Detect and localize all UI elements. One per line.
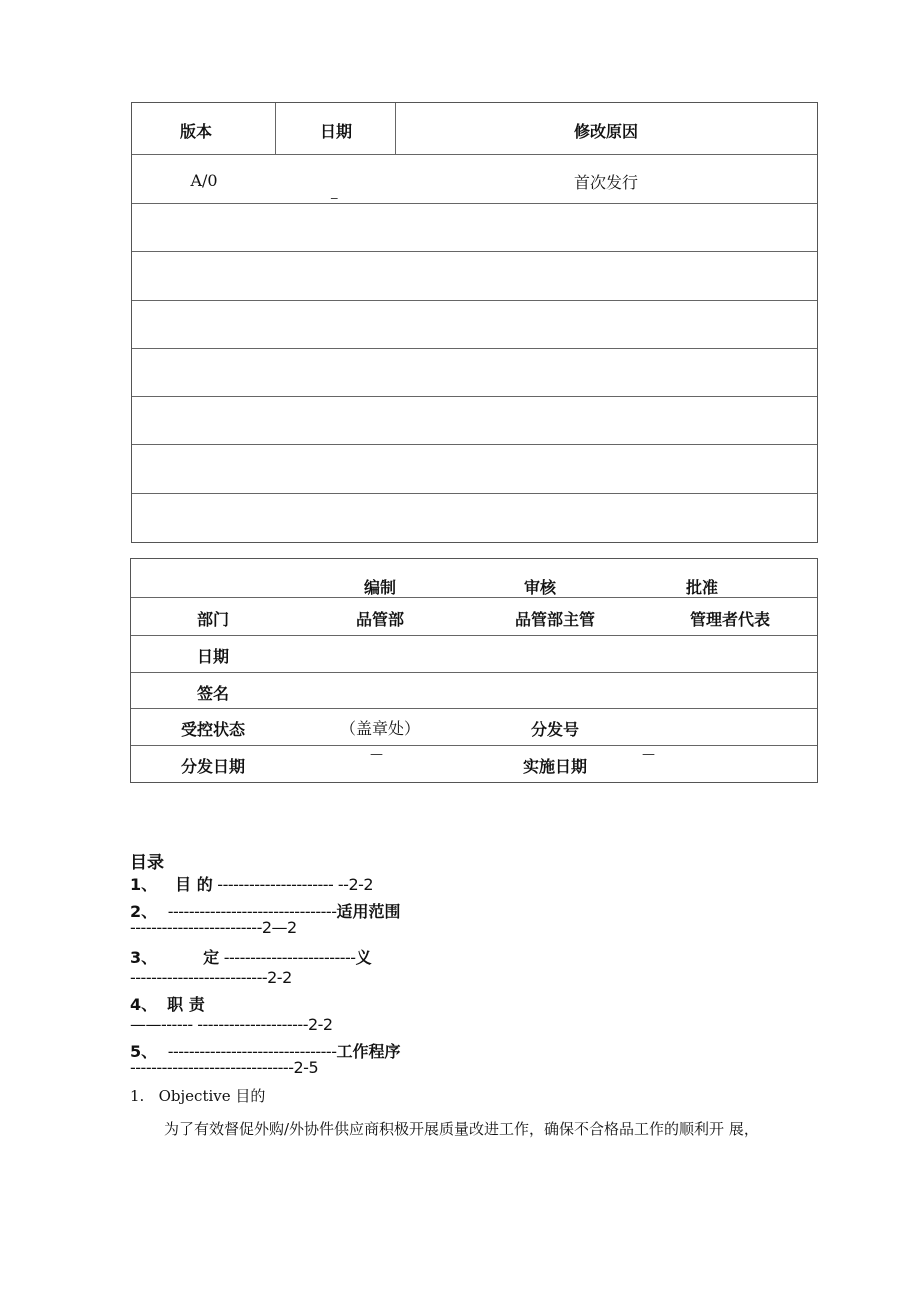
- row-divider: [132, 348, 817, 349]
- header-reason: 修改原因: [573, 122, 639, 141]
- toc-item-2-cont: [130, 918, 297, 937]
- toc-item-5-label: 工作程序: [336, 1042, 401, 1061]
- row-divider: [131, 635, 817, 636]
- toc-item-2-number: 2、: [130, 902, 158, 921]
- row-divider: [132, 203, 817, 204]
- dist-no-label: 分发号: [530, 720, 580, 739]
- row-divider: [131, 708, 817, 709]
- col-compile: 编制: [363, 578, 397, 597]
- control-label: 受控状态: [180, 720, 246, 739]
- row-divider: [131, 672, 817, 673]
- col-review: 审核: [523, 578, 557, 597]
- toc-item-5-cont-dashes: -------------------------------: [130, 1058, 294, 1077]
- row-divider: [131, 745, 817, 746]
- toc-item-3-label-a: 定: [203, 948, 220, 967]
- approval-table: [130, 558, 818, 783]
- col-divider: [395, 103, 396, 154]
- dept-label: 部门: [196, 610, 230, 629]
- toc-item-1-number: 1、: [130, 875, 158, 894]
- toc-item-4-cont-dashes: ——------ ---------------------: [130, 1015, 308, 1034]
- toc-item-5-dashes: --------------------------------: [163, 1042, 337, 1061]
- control-value: （盖章处）: [339, 719, 421, 738]
- row-divider: [132, 444, 817, 445]
- toc-item-2-dashes: --------------------------------: [163, 902, 337, 921]
- row-reason: 首次发行: [573, 173, 639, 192]
- row-version: A/0: [190, 171, 218, 190]
- row-divider: [132, 251, 817, 252]
- toc-title: 目录: [130, 853, 164, 873]
- impl-date-label: 实施日期: [522, 757, 588, 776]
- toc-item-1: [130, 872, 373, 895]
- row-divider: [132, 300, 817, 301]
- toc-item-2-label: 适用范围: [336, 902, 401, 921]
- row-date-mark: _: [331, 185, 338, 200]
- dept-review: 品管部主管: [514, 610, 596, 629]
- toc-item-3-label-b: 义: [355, 948, 372, 967]
- header-date: 日期: [319, 122, 353, 141]
- toc-item-1-page: 2-2: [348, 875, 374, 894]
- toc-item-3-dashes: -------------------------: [219, 948, 356, 967]
- toc-item-4: [130, 992, 205, 1015]
- toc-item-3-cont: [130, 968, 292, 987]
- toc-item-4-label: 职 责: [167, 995, 205, 1014]
- sign-label: 签名: [196, 684, 230, 703]
- toc-item-2-cont-dashes: -------------------------: [130, 918, 262, 937]
- row-divider: [132, 154, 817, 155]
- header-version: 版本: [179, 122, 213, 141]
- toc-item-4-number: 4、: [130, 995, 158, 1014]
- section-1-heading: 1. Objective 目的: [130, 1087, 266, 1105]
- row-divider: [132, 493, 817, 494]
- dist-date-label: 分发日期: [180, 757, 246, 776]
- toc-item-4-page: 2-2: [307, 1015, 333, 1034]
- impl-date-mark: —: [642, 747, 655, 762]
- toc-item-1-dashes: ---------------------- --: [212, 875, 349, 894]
- row-divider: [132, 396, 817, 397]
- dist-date-mark: —: [370, 747, 383, 762]
- toc-item-3: [130, 945, 372, 968]
- toc-item-5-page: 2-5: [293, 1058, 319, 1077]
- toc-item-2-page: 2—2: [261, 918, 297, 937]
- toc-item-5-number: 5、: [130, 1042, 158, 1061]
- toc-item-3-page: 2-2: [267, 968, 292, 987]
- dept-approve: 管理者代表: [689, 610, 771, 629]
- col-approve: 批准: [685, 578, 719, 597]
- date-label: 日期: [196, 647, 230, 666]
- dept-compile: 品管部: [355, 610, 405, 629]
- col-divider: [275, 103, 276, 154]
- toc-item-3-number: 3、: [130, 948, 158, 967]
- toc-item-5-cont: [130, 1058, 318, 1077]
- toc-item-3-cont-dashes: --------------------------: [130, 968, 268, 987]
- toc-item-1-label: 目 的: [175, 875, 213, 894]
- toc-item-4-cont: [130, 1015, 333, 1034]
- revision-table: [131, 102, 818, 543]
- section-1-body: 为了有效督促外购/外协件供应商积极开展质量改进工作，确保不合格品工作的顺利开 展，: [164, 1120, 759, 1138]
